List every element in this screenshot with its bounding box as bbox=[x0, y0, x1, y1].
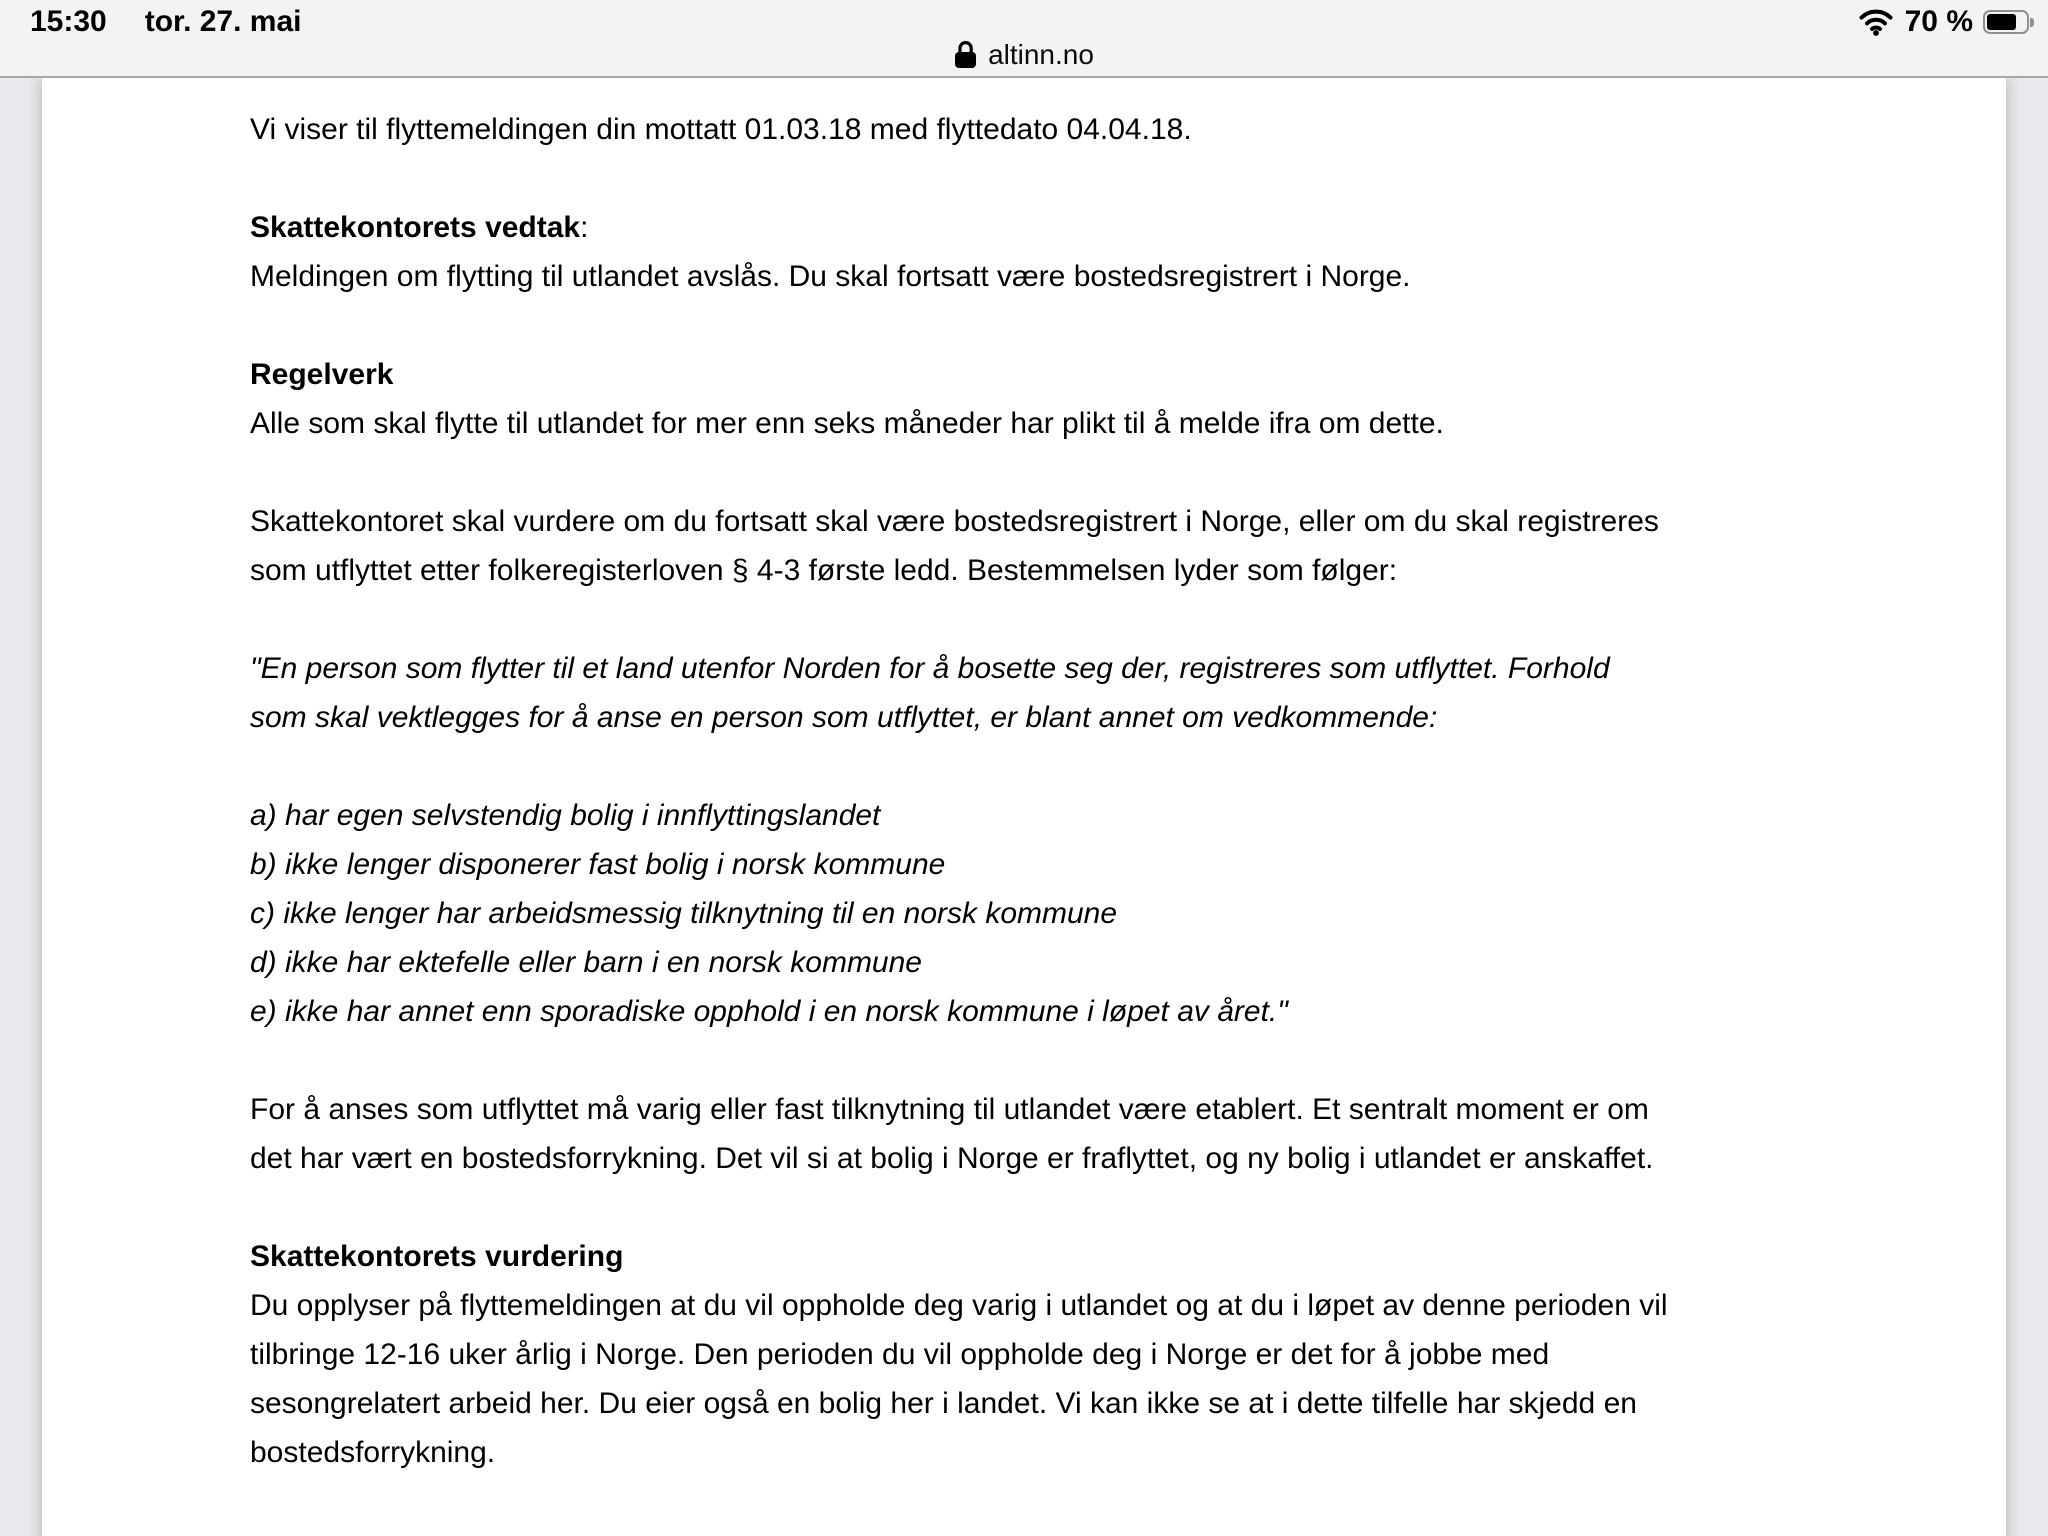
url-bar[interactable] bbox=[0, 34, 2048, 76]
section-heading-vedtak bbox=[250, 203, 1966, 252]
document-line: sesongrelatert arbeid her. Du eier også en bolig her i landet. Vi kan ikke se at i dette tilfelle har skjedd en bbox=[250, 1387, 1637, 1420]
document-line: Meldingen om flytting til utlandet avslås. Du skal fortsatt være bostedsregistrert i Norge. bbox=[250, 260, 1411, 293]
list-item: a) har egen selvstendig bolig i innflyttingslandet bbox=[250, 799, 881, 832]
document-line: Skattekontoret skal vurdere om du fortsatt skal være bostedsregistrert i Norge, eller om du skal registreres bbox=[250, 505, 1659, 538]
heading-text: Skattekontorets vurdering bbox=[250, 1240, 624, 1273]
battery-fill bbox=[1987, 14, 2016, 30]
paragraph-utflyttet bbox=[250, 1085, 1966, 1183]
paragraph-intro bbox=[250, 105, 1966, 154]
paragraph-vurdering bbox=[250, 1281, 1966, 1477]
pdf-viewer[interactable] bbox=[0, 78, 2048, 1536]
heading-suffix: : bbox=[580, 211, 589, 244]
document-line: Du opplyser på flyttemeldingen at du vil oppholde deg varig i utlandet og at du i løpet av denne perioden vil bbox=[250, 1289, 1668, 1322]
heading-text: Skattekontorets vedtak bbox=[250, 211, 581, 244]
battery-outline bbox=[1983, 10, 2029, 34]
document-line: Alle som skal flytte til utlandet for mer enn seks måneder har plikt til å melde ifra om dette. bbox=[250, 407, 1444, 440]
list-criteria bbox=[250, 791, 1966, 1036]
url-domain: altinn.no bbox=[988, 39, 1094, 70]
paragraph-vedtak bbox=[250, 252, 1966, 301]
document-line: som utflyttet etter folkeregisterloven § 4-3 første ledd. Bestemmelsen lyder som følger: bbox=[250, 554, 1398, 587]
document-line: som skal vektlegges for å anse en person som utflyttet, er blant annet om vedkommende: bbox=[250, 701, 1438, 734]
section-heading-vurdering bbox=[250, 1232, 1966, 1281]
browser-chrome bbox=[0, 0, 2048, 78]
wifi-icon bbox=[1859, 9, 1893, 36]
list-item: e) ikke har annet enn sporadiske opphold i en norsk kommune i løpet av året." bbox=[250, 995, 1288, 1028]
list-item: b) ikke lenger disponerer fast bolig i norsk kommune bbox=[250, 848, 946, 881]
document-line: Vi viser til flyttemeldingen din mottatt 01.03.18 med flyttedato 04.04.18. bbox=[250, 113, 1192, 146]
paragraph-vurdere bbox=[250, 497, 1966, 595]
document-line: bostedsforrykning. bbox=[250, 1436, 496, 1469]
section-heading-regelverk bbox=[250, 350, 1966, 399]
battery-percent: 70 % bbox=[1904, 5, 1973, 38]
paragraph-plikt bbox=[250, 399, 1966, 448]
status-time: 15:30 bbox=[30, 5, 107, 38]
lock-icon bbox=[954, 40, 977, 69]
document-line: "En person som flytter til et land utenfor Norden for å bosette seg der, registreres som utflyttet. Forhold bbox=[250, 652, 1610, 685]
paragraph-quote bbox=[250, 644, 1966, 742]
document-line: tilbringe 12-16 uker årlig i Norge. Den perioden du vil oppholde deg i Norge er det for å jobbe med bbox=[250, 1338, 1550, 1371]
battery-icon bbox=[1983, 10, 2034, 34]
document-page bbox=[42, 78, 2006, 1536]
status-date: tor. 27. mai bbox=[144, 5, 302, 38]
list-item: c) ikke lenger har arbeidsmessig tilknytning til en norsk kommune bbox=[250, 897, 1118, 930]
list-item: d) ikke har ektefelle eller barn i en norsk kommune bbox=[250, 946, 922, 979]
battery-nub bbox=[2030, 18, 2034, 27]
heading-text: Regelverk bbox=[250, 358, 394, 391]
document-line: det har vært en bostedsforrykning. Det vil si at bolig i Norge er fraflyttet, og ny bolig i utlandet er anskaffet. bbox=[250, 1142, 1654, 1175]
document-line: For å anses som utflyttet må varig eller fast tilknytning til utlandet være etablert. Et sentralt moment er om bbox=[250, 1093, 1649, 1126]
